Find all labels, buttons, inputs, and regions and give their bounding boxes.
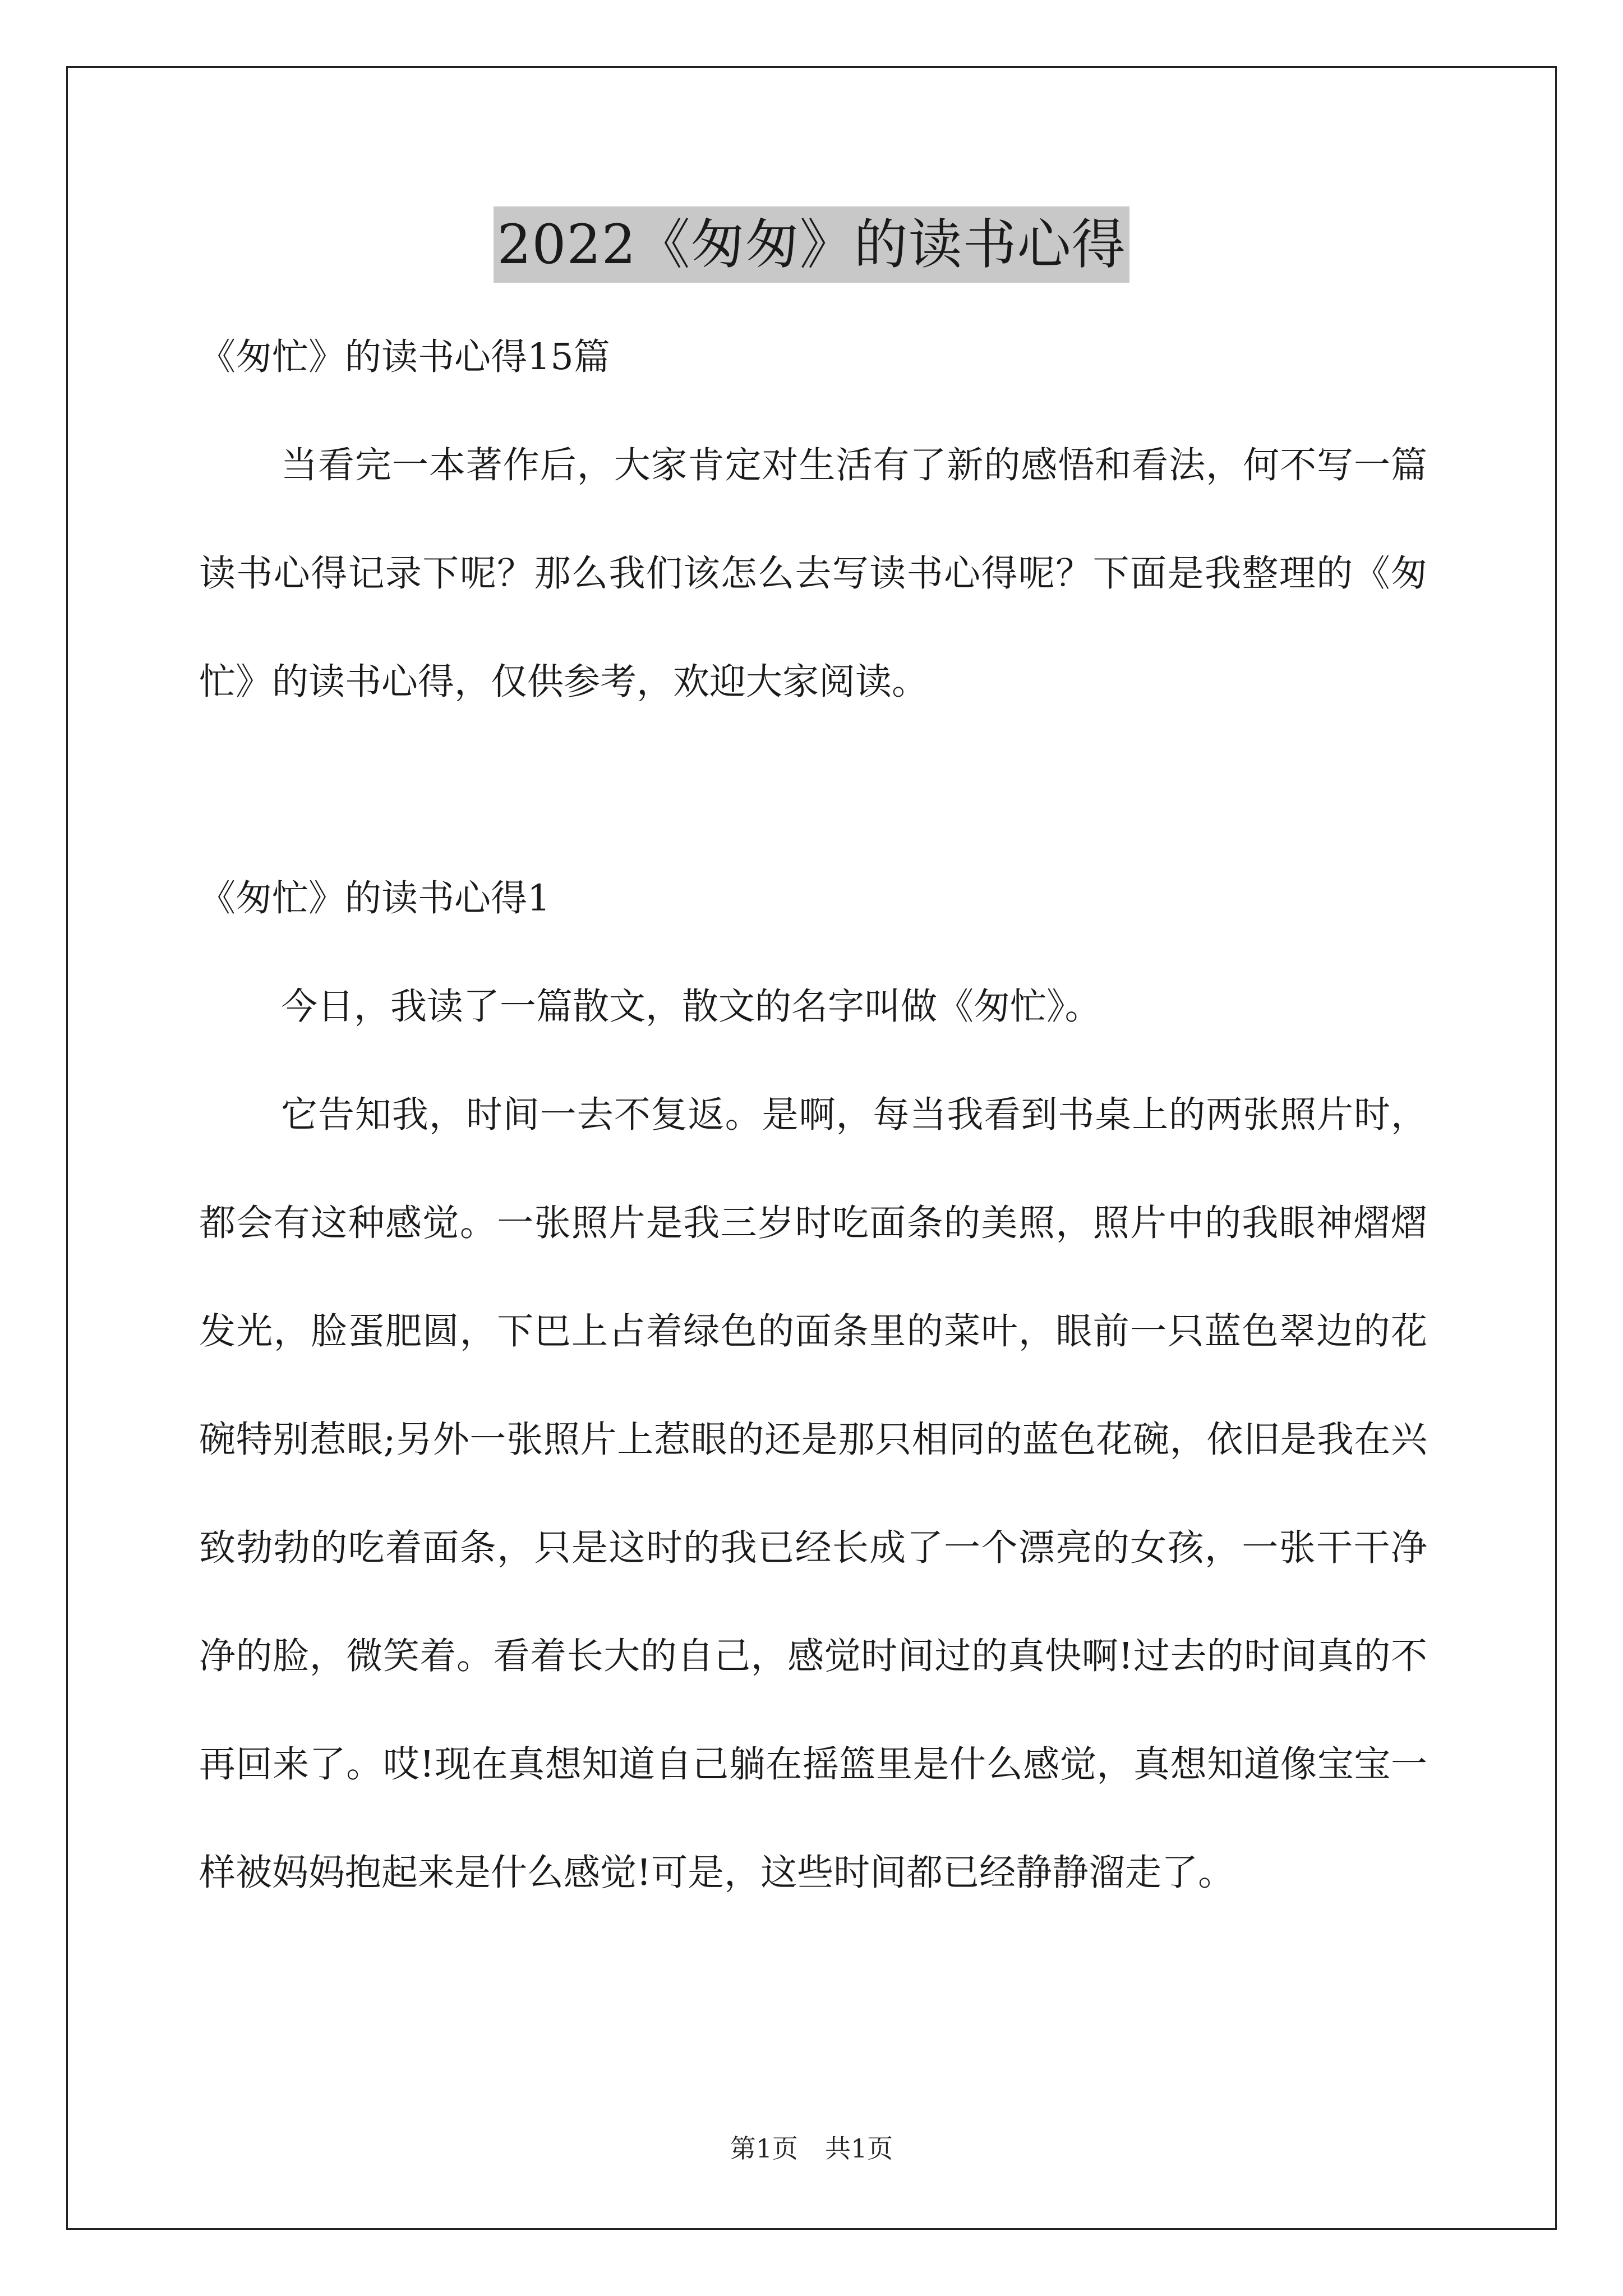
page-number: 第1页 [730, 2133, 798, 2164]
paragraph-gap [199, 736, 1427, 844]
body-paragraph: 它告知我，时间一去不复返。是啊，每当我看到书桌上的两张照片时，都会有这种感觉。一张照片是我三岁时吃面条的美照，照片中的我眼神熠熠发光，脸蛋肥圆，下巴上占着绿色的面条里的菜叶，眼前一只蓝色翠边的花碗特别惹眼;另外一张照片上惹眼的还是那只相同的蓝色花碗，依旧是我在兴致勃勃的吃着面条，只是这时的我已经长成了一个漂亮的女孩，一张干干净净的脸，微笑着。看着长大的自己，感觉时间过的真快啊!过去的时间真的不再回来了。哎!现在真想知道自己躺在摇篮里是什么感觉，真想知道像宝宝一样被妈妈抱起来是什么感觉!可是，这些时间都已经静静溜走了。 [199, 1094, 1427, 1894]
page-footer [0, 2132, 1623, 2165]
intro-paragraph: 当看完一本著作后，大家肯定对生活有了新的感悟和看法，何不写一篇读书心得记录下呢？那么我们该怎么去写读书心得呢？下面是我整理的《匆忙》的读书心得，仅供参考，欢迎大家阅读。 [199, 444, 1427, 703]
title-wrap [0, 206, 1623, 283]
page-total: 共1页 [825, 2133, 893, 2164]
body-paragraph: 今日，我读了一篇散文，散文的名字叫做《匆忙》。 [281, 986, 1101, 1028]
document-title: 2022《匆匆》的读书心得 [494, 206, 1129, 283]
document-subtitle: 《匆忙》的读书心得15篇 [199, 336, 610, 378]
document-body [199, 303, 1427, 1927]
section-heading: 《匆忙》的读书心得1 [199, 877, 551, 919]
